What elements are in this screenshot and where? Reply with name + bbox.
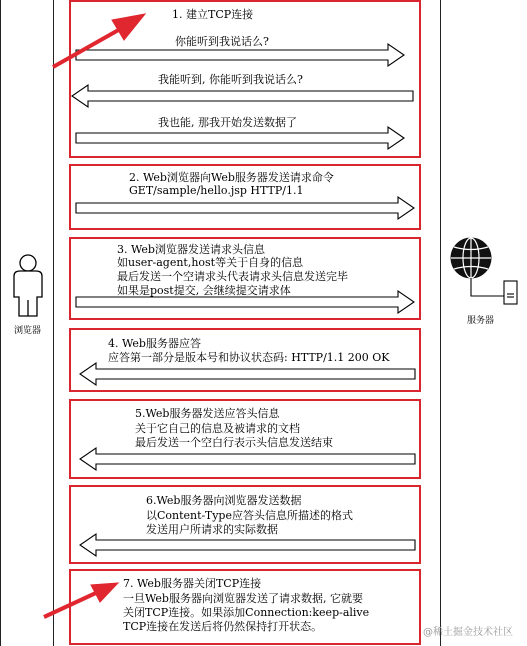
arrow-request-command (76, 197, 414, 219)
step-1-line-1: 你能听到我说话么? (175, 35, 269, 48)
step-3-line-1: 如user-agent,host等关于自身的信息 (117, 256, 304, 269)
step-4-title: 4. Web服务器应答 (108, 337, 201, 350)
arrow-response-headers (80, 448, 415, 470)
step-7-line-2: 关闭TCP连接。如果添加Connection:keep-alive (123, 606, 370, 619)
step-6-line-1: 以Content-Type应答头信息所描述的格式 (146, 509, 353, 522)
arrow-response-body (80, 534, 415, 556)
step-2-line-1: GET/sample/hello.jsp HTTP/1.1 (129, 184, 304, 197)
client-label: 浏览器 (14, 326, 42, 336)
arrow-status-line (80, 363, 415, 385)
step-1-line-3: 我也能, 那我开始发送数据了 (158, 116, 297, 129)
step-7-line-1: 一旦Web服务器向浏览器发送了请求数据, 它就要 (123, 592, 363, 605)
step-5-line-2: 最后发送一个空白行表示头信息发送结束 (135, 436, 333, 449)
arrow-request-2 (76, 127, 404, 149)
step-7-line-3: TCP连接在发送后将仍然保持打开状态。 (123, 620, 323, 633)
globe-icon (451, 238, 491, 278)
step-1-line-2: 我能听到, 你能听到我说话么? (158, 73, 303, 86)
step-3-title: 3. Web浏览器发送请求头信息 (117, 243, 265, 256)
user-icon (14, 255, 42, 316)
step-2-title: 2. Web浏览器向Web服务器发送请求命令 (129, 171, 334, 184)
server-label: 服务器 (467, 316, 495, 326)
step-7-title: 7. Web服务器关闭TCP连接 (123, 577, 262, 590)
red-pointer-arrow-bottom (44, 583, 118, 617)
arrow-response-1 (72, 85, 413, 107)
watermark: @稀土掘金技术社区 (423, 627, 513, 638)
step-5-title: 5.Web服务器发送应答头信息 (135, 407, 280, 420)
step-5-line-1: 关于它自己的信息及被请求的文档 (135, 422, 300, 435)
step-3-line-3: 如果是post提交, 会继续提交请求体 (117, 284, 291, 297)
step-6-title: 6.Web服务器向浏览器发送数据 (146, 494, 302, 507)
network-line (471, 278, 504, 296)
step-1-title: 1. 建立TCP连接 (172, 8, 254, 21)
step-4-line-1: 应答第一部分是版本号和协议状态码: HTTP/1.1 200 OK (108, 351, 390, 364)
server-icon (504, 281, 517, 304)
step-3-line-2: 最后发送一个空请求头代表请求头信息发送完毕 (117, 270, 348, 283)
step-6-line-2: 发送用户所请求的实际数据 (146, 523, 278, 536)
arrow-request-1 (76, 44, 404, 66)
arrow-request-headers (76, 291, 414, 313)
